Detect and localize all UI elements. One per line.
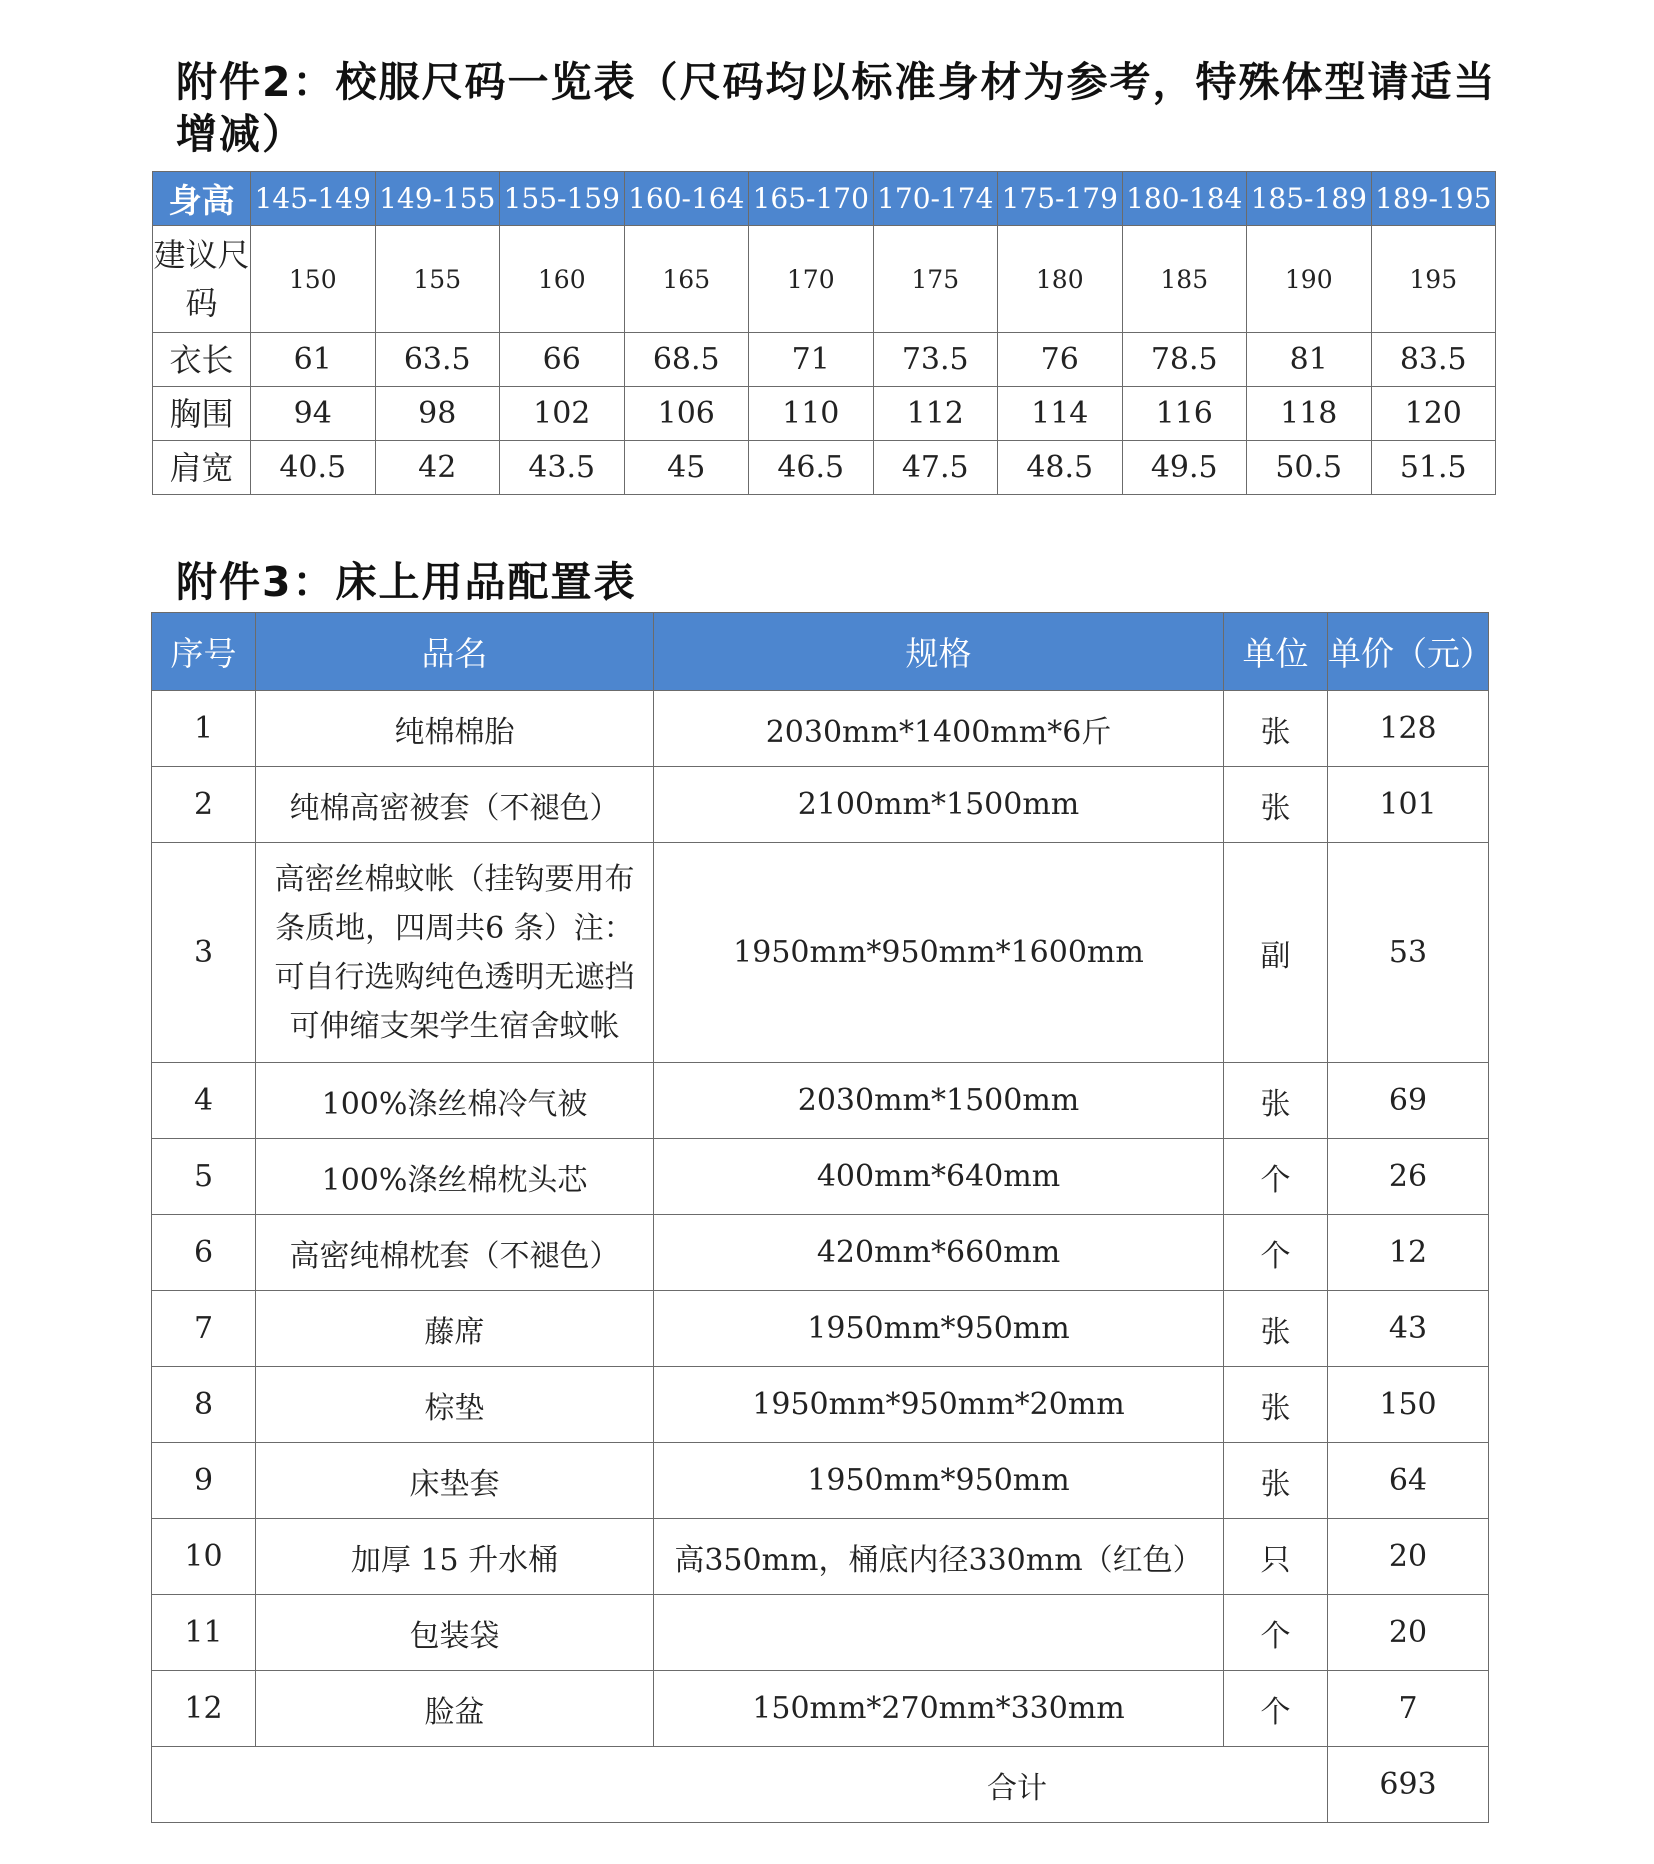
length-cell: 78.5 — [1122, 333, 1247, 387]
item-unit: 张 — [1224, 1291, 1328, 1367]
item-no: 1 — [152, 691, 256, 767]
length-cell: 71 — [749, 333, 874, 387]
header-price: 单价（元） — [1328, 613, 1489, 691]
item-no: 2 — [152, 767, 256, 843]
height-range-cell: 155-159 — [500, 172, 625, 226]
item-name: 床垫套 — [256, 1443, 654, 1519]
total-value: 693 — [1328, 1747, 1489, 1823]
item-name: 100%涤丝棉枕头芯 — [256, 1139, 654, 1215]
item-unit: 个 — [1224, 1215, 1328, 1291]
item-name: 加厚 15 升水桶 — [256, 1519, 654, 1595]
table-row — [152, 1063, 1489, 1139]
chest-cell: 106 — [624, 387, 749, 441]
uniform-size-table — [152, 171, 1496, 495]
attachment3-title: 附件3：床上用品配置表 — [176, 558, 637, 606]
shoulder-cell: 45 — [624, 441, 749, 495]
table-row — [152, 1443, 1489, 1519]
size-cell: 195 — [1371, 226, 1496, 333]
item-name: 脸盆 — [256, 1671, 654, 1747]
header-no: 序号 — [152, 613, 256, 691]
table-row — [152, 1595, 1489, 1671]
height-range-cell: 145-149 — [251, 172, 376, 226]
size-cell: 165 — [624, 226, 749, 333]
item-spec — [654, 1595, 1224, 1671]
shoulder-cell: 46.5 — [749, 441, 874, 495]
height-range-cell: 189-195 — [1371, 172, 1496, 226]
chest-cell: 102 — [500, 387, 625, 441]
total-row — [152, 1747, 1489, 1823]
shoulder-cell: 49.5 — [1122, 441, 1247, 495]
item-spec: 1950mm*950mm*1600mm — [654, 843, 1224, 1063]
height-range-cell: 160-164 — [624, 172, 749, 226]
size-cell: 160 — [500, 226, 625, 333]
item-name: 棕垫 — [256, 1367, 654, 1443]
item-no: 7 — [152, 1291, 256, 1367]
chest-cell: 110 — [749, 387, 874, 441]
item-price: 7 — [1328, 1671, 1489, 1747]
item-unit: 张 — [1224, 691, 1328, 767]
table-row — [152, 1367, 1489, 1443]
item-price: 12 — [1328, 1215, 1489, 1291]
table-row — [152, 1519, 1489, 1595]
item-no: 11 — [152, 1595, 256, 1671]
bedding-table-header-row — [152, 613, 1489, 691]
header-spec: 规格 — [654, 613, 1224, 691]
table-row — [152, 1291, 1489, 1367]
item-no: 8 — [152, 1367, 256, 1443]
size-cell: 180 — [998, 226, 1123, 333]
height-header: 身高 — [153, 172, 251, 226]
shoulder-cell: 43.5 — [500, 441, 625, 495]
height-range-cell: 165-170 — [749, 172, 874, 226]
table-row — [152, 767, 1489, 843]
item-unit: 张 — [1224, 1367, 1328, 1443]
item-price: 43 — [1328, 1291, 1489, 1367]
item-unit: 张 — [1224, 1063, 1328, 1139]
table-row — [153, 387, 1496, 441]
chest-cell: 94 — [251, 387, 376, 441]
item-spec: 2030mm*1400mm*6斤 — [654, 691, 1224, 767]
item-no: 9 — [152, 1443, 256, 1519]
item-price: 64 — [1328, 1443, 1489, 1519]
item-price: 69 — [1328, 1063, 1489, 1139]
length-cell: 66 — [500, 333, 625, 387]
item-name: 纯棉高密被套（不褪色） — [256, 767, 654, 843]
item-no: 6 — [152, 1215, 256, 1291]
size-cell: 150 — [251, 226, 376, 333]
height-range-cell: 180-184 — [1122, 172, 1247, 226]
length-cell: 81 — [1247, 333, 1372, 387]
table-row — [152, 1139, 1489, 1215]
item-name: 高密丝棉蚊帐（挂钩要用布条质地，四周共6 条）注：可自行选购纯色透明无遮挡可伸缩支架学生宿舍蚊帐 — [256, 843, 654, 1063]
item-name: 纯棉棉胎 — [256, 691, 654, 767]
table-row — [152, 1215, 1489, 1291]
header-name: 品名 — [256, 613, 654, 691]
item-name: 包装袋 — [256, 1595, 654, 1671]
length-cell: 76 — [998, 333, 1123, 387]
item-spec: 1950mm*950mm — [654, 1291, 1224, 1367]
table-row — [152, 1671, 1489, 1747]
item-spec: 高350mm，桶底内径330mm（红色） — [654, 1519, 1224, 1595]
item-unit: 个 — [1224, 1139, 1328, 1215]
length-cell: 68.5 — [624, 333, 749, 387]
table-row — [152, 843, 1489, 1063]
chest-cell: 112 — [873, 387, 998, 441]
size-cell: 175 — [873, 226, 998, 333]
item-name: 100%涤丝棉冷气被 — [256, 1063, 654, 1139]
item-no: 5 — [152, 1139, 256, 1215]
size-cell: 170 — [749, 226, 874, 333]
row-label: 建议尺码 — [153, 226, 251, 333]
header-unit: 单位 — [1224, 613, 1328, 691]
bedding-config-table — [151, 612, 1493, 1823]
item-name: 藤席 — [256, 1291, 654, 1367]
chest-cell: 118 — [1247, 387, 1372, 441]
item-spec: 420mm*660mm — [654, 1215, 1224, 1291]
item-spec: 400mm*640mm — [654, 1139, 1224, 1215]
size-cell: 155 — [375, 226, 500, 333]
shoulder-cell: 50.5 — [1247, 441, 1372, 495]
chest-cell: 98 — [375, 387, 500, 441]
attachment2-title: 附件2：校服尺码一览表（尺码均以标准身材为参考，特殊体型请适当增减） — [176, 58, 1497, 158]
item-spec: 1950mm*950mm*20mm — [654, 1367, 1224, 1443]
item-price: 128 — [1328, 691, 1489, 767]
item-no: 10 — [152, 1519, 256, 1595]
table-row — [152, 691, 1489, 767]
item-spec: 150mm*270mm*330mm — [654, 1671, 1224, 1747]
table-row — [153, 441, 1496, 495]
table-row — [153, 226, 1496, 333]
total-label: 合计 — [152, 1747, 1328, 1823]
item-unit: 张 — [1224, 767, 1328, 843]
shoulder-cell: 47.5 — [873, 441, 998, 495]
length-cell: 63.5 — [375, 333, 500, 387]
size-cell: 185 — [1122, 226, 1247, 333]
item-spec: 1950mm*950mm — [654, 1443, 1224, 1519]
height-range-cell: 149-155 — [375, 172, 500, 226]
length-cell: 73.5 — [873, 333, 998, 387]
item-price: 20 — [1328, 1595, 1489, 1671]
height-range-cell: 185-189 — [1247, 172, 1372, 226]
shoulder-cell: 51.5 — [1371, 441, 1496, 495]
item-price: 150 — [1328, 1367, 1489, 1443]
chest-cell: 116 — [1122, 387, 1247, 441]
size-table-header-row — [153, 172, 1496, 226]
row-label: 衣长 — [153, 333, 251, 387]
table-row — [153, 333, 1496, 387]
item-price: 26 — [1328, 1139, 1489, 1215]
item-unit: 只 — [1224, 1519, 1328, 1595]
item-unit: 个 — [1224, 1595, 1328, 1671]
length-cell: 61 — [251, 333, 376, 387]
row-label: 肩宽 — [153, 441, 251, 495]
chest-cell: 120 — [1371, 387, 1496, 441]
shoulder-cell: 40.5 — [251, 441, 376, 495]
item-price: 53 — [1328, 843, 1489, 1063]
length-cell: 83.5 — [1371, 333, 1496, 387]
row-label: 胸围 — [153, 387, 251, 441]
item-no: 12 — [152, 1671, 256, 1747]
item-unit: 张 — [1224, 1443, 1328, 1519]
item-no: 3 — [152, 843, 256, 1063]
item-unit: 个 — [1224, 1671, 1328, 1747]
item-unit: 副 — [1224, 843, 1328, 1063]
size-cell: 190 — [1247, 226, 1372, 333]
shoulder-cell: 42 — [375, 441, 500, 495]
item-spec: 2030mm*1500mm — [654, 1063, 1224, 1139]
item-price: 101 — [1328, 767, 1489, 843]
shoulder-cell: 48.5 — [998, 441, 1123, 495]
item-price: 20 — [1328, 1519, 1489, 1595]
chest-cell: 114 — [998, 387, 1123, 441]
height-range-cell: 170-174 — [873, 172, 998, 226]
item-no: 4 — [152, 1063, 256, 1139]
item-name: 高密纯棉枕套（不褪色） — [256, 1215, 654, 1291]
item-spec: 2100mm*1500mm — [654, 767, 1224, 843]
height-range-cell: 175-179 — [998, 172, 1123, 226]
